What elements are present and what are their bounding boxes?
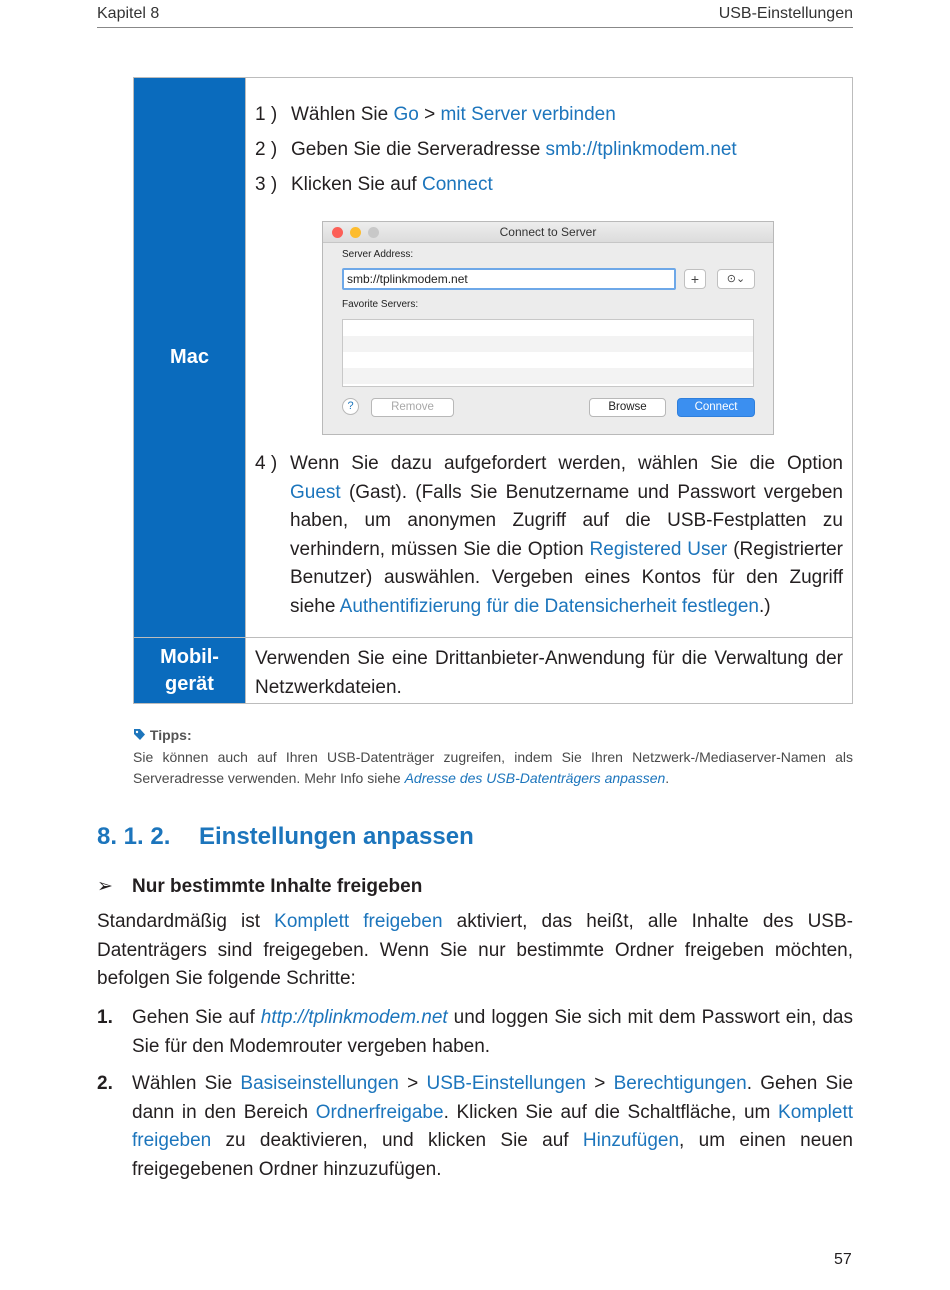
recent-servers-icon[interactable]: ⊙⌄	[717, 269, 755, 289]
link-usb-address[interactable]: Adresse des USB-Datenträgers anpassen	[404, 770, 666, 786]
body-text: Wählen Sie	[132, 1073, 241, 1094]
header-rule	[97, 27, 853, 28]
step-text: Klicken Sie auf	[291, 174, 422, 195]
minimize-window-icon[interactable]	[350, 227, 361, 238]
list-item	[343, 368, 753, 384]
link-authentication[interactable]: Authentifizierung für die Datensicherheit festlegen	[339, 595, 759, 617]
chapter-label: Kapitel 8	[97, 5, 160, 22]
tips-body: Sie können auch auf Ihren USB-Datenträger zugreifen, indem Sie Ihren Netzwerk-/Mediaserver-Namen als Serveradresse verwenden. Mehr Info siehe	[133, 749, 853, 786]
section-label: USB-Einstellungen	[718, 5, 853, 22]
server-address-input[interactable]: smb://tplinkmodem.net	[342, 268, 676, 290]
link-connect[interactable]: Connect	[421, 174, 493, 195]
add-favorite-button[interactable]: +	[684, 269, 706, 289]
favorite-servers-list[interactable]	[342, 319, 754, 387]
row-label-mac: Mac	[134, 78, 245, 637]
body-text: zu deaktivieren, und klicken Sie auf	[211, 1130, 583, 1151]
dialog-titlebar	[323, 222, 773, 243]
link-go[interactable]: Go	[393, 104, 419, 125]
tips-label: Tipps:	[149, 727, 192, 743]
step-text: (Gast). (Falls Sie Benutzername und Passwort vergeben haben, um anonymen Zugriff auf die USB-Festplatten zu verhindern, müssen Sie die Option	[290, 481, 843, 560]
list-item	[343, 320, 753, 336]
connect-to-server-dialog	[322, 221, 774, 435]
link-registered-user[interactable]: Registered User	[589, 538, 728, 560]
server-address-label: Server Address:	[342, 249, 414, 260]
link-ordnerfreigabe[interactable]: Ordnerfreigabe	[315, 1101, 444, 1123]
mobile-row-text: Verwenden Sie eine Drittanbieter-Anwendung für die Verwaltung der Netzwerkdateien.	[255, 648, 843, 698]
step-text: Geben Sie die Serveradresse	[291, 139, 546, 160]
list-item-1	[97, 1004, 853, 1061]
body-text: . Klicken Sie auf die Schaltfläche, um	[443, 1101, 779, 1123]
subheading-title: Nur bestimmte Inhalte freigeben	[132, 876, 423, 897]
list-item-2	[97, 1070, 853, 1184]
intro-paragraph	[97, 908, 853, 994]
link-tplinkmodem[interactable]: http://tplinkmodem.net	[260, 1007, 448, 1028]
browse-button[interactable]: Browse	[589, 398, 666, 417]
link-hinzufuegen[interactable]: Hinzufügen	[582, 1130, 680, 1151]
favorite-servers-label: Favorite Servers:	[342, 299, 419, 310]
list-text	[132, 1004, 853, 1061]
link-komplett-freigeben[interactable]: Komplett freigeben	[274, 911, 443, 932]
step-text: Wählen Sie	[291, 104, 394, 125]
list-item	[343, 336, 753, 352]
step-number: 3 )	[255, 174, 278, 195]
page-number: 57	[834, 1251, 852, 1268]
step-number: 2 )	[255, 139, 278, 160]
body-text: , um einen neuen freigegebenen Ordner hinzuzufügen.	[132, 1130, 853, 1180]
list-text	[132, 1070, 853, 1184]
tag-icon	[133, 728, 146, 741]
step-text: (Registrierter Benutzer) auswählen. Vergeben eines Kontos für den Zugriff siehe	[290, 538, 844, 617]
step-text: Wenn Sie dazu aufgefordert werden, wählen Sie die Option	[290, 453, 843, 474]
column-divider	[245, 78, 246, 703]
arrow-bullet-icon: ➢	[97, 876, 113, 897]
body-text: >	[398, 1073, 427, 1094]
link-server-address[interactable]: smb://tplinkmodem.net	[545, 139, 737, 160]
row-divider	[134, 637, 852, 638]
zoom-window-icon[interactable]	[368, 227, 379, 238]
step-number: 1 )	[255, 104, 278, 125]
step-number: 4 )	[255, 453, 278, 474]
tips-body: .	[665, 770, 670, 786]
tips-heading	[133, 727, 192, 743]
body-text: aktiviert, das heißt, alle Inhalte des USB-Datenträgers sind freigegeben. Wenn Sie nur bestimmte Ordner freigeben möchten, befolgen Sie folgende Schritte:	[97, 911, 853, 989]
remove-button[interactable]: Remove	[371, 398, 454, 417]
link-komplett-freigeben-2[interactable]: Komplett freigeben	[132, 1101, 854, 1151]
list-number: 2.	[97, 1073, 113, 1094]
link-connect-server[interactable]: mit Server verbinden	[440, 104, 616, 125]
body-text: Gehen Sie auf	[132, 1007, 261, 1028]
step-4-text	[290, 450, 843, 621]
body-text: >	[585, 1073, 614, 1094]
body-text: . Gehen Sie dann in den Bereich	[132, 1073, 854, 1123]
dialog-title: Connect to Server	[499, 225, 597, 239]
link-guest[interactable]: Guest	[290, 481, 341, 503]
body-text: und loggen Sie sich mit dem Passwort ein, das Sie für den Modemrouter vergeben haben.	[132, 1007, 853, 1057]
help-icon[interactable]: ?	[342, 398, 359, 415]
step-text: .)	[758, 595, 771, 617]
step-4	[255, 450, 843, 621]
section-number: 8. 1. 2.	[97, 823, 171, 850]
row-label-mobile: Mobil- gerät	[134, 638, 245, 703]
list-item	[343, 352, 753, 368]
link-berechtigungen[interactable]: Berechtigungen	[613, 1073, 747, 1094]
list-number: 1.	[97, 1007, 113, 1028]
step-text: >	[418, 104, 441, 125]
close-window-icon[interactable]	[332, 227, 343, 238]
connect-button[interactable]: Connect	[677, 398, 755, 417]
link-basiseinstellungen[interactable]: Basiseinstellungen	[240, 1073, 399, 1094]
tips-text	[133, 747, 853, 789]
body-text: Standardmäßig ist	[97, 911, 275, 932]
subheading	[97, 875, 422, 898]
section-title: Einstellungen anpassen	[199, 823, 474, 850]
link-usb-einstellungen[interactable]: USB-Einstellungen	[426, 1073, 586, 1094]
